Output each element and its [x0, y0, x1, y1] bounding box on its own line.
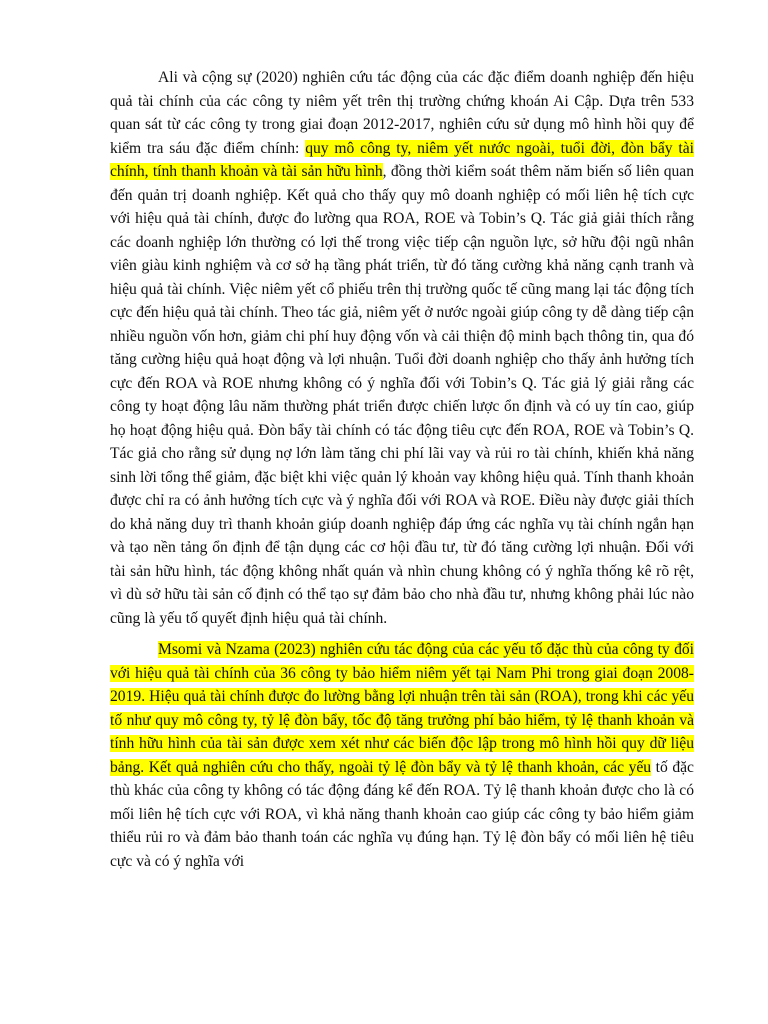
paragraph-2-text-end: tố đặc thù khác của công ty không có tác động đáng kể đến ROA. Tỷ lệ thanh khoản được cho là có mối liên hệ tích cực với ROA, vì khả năng thanh khoản cao giúp các công ty bảo hiểm giảm thiểu rủi ro và đảm bảo thanh toán các nghĩa vụ đúng hạn. Tỷ lệ đòn bẩy có mối liên hệ tiêu cực và có ý nghĩa với: [110, 758, 694, 870]
paragraph-2-highlight: Msomi và Nzama (2023) nghiên cứu tác động của các yếu tố đặc thù của công ty đối với hiệu quả tài chính của 36 công ty bảo hiểm niêm yết tại Nam Phi trong giai đoạn 2008-2019. Hiệu quả tài chính được đo lường bằng lợi nhuận trên tài sản (ROA), trong khi các yếu tố như quy mô công ty, tỷ lệ đòn bẩy, tốc độ tăng trưởng phí bảo hiểm, tỷ lệ thanh khoản và tính hữu hình của tài sản được xem xét như các biến độc lập trong mô hình hồi quy dữ liệu bảng. Kết quả nghiên cứu cho thấy, ngoài tỷ lệ đòn bẩy và tỷ lệ thanh khoản, các yếu: [110, 641, 694, 776]
paragraph-ali-2020: [110, 66, 694, 630]
document-page: [110, 66, 694, 873]
paragraph-1-text-start: Ali và cộng sự (2020) nghiên cứu tác động của các đặc điểm doanh nghiệp đến hiệu quả tài chính của các công ty niêm yết trên thị trường chứng khoán Ai Cập. Dựa trên 533 quan sát từ các công ty trong giai đoạn 2012-2017, nghiên cứu sử dụng mô hình hồi quy để kiểm tra sáu đặc điểm chính:: [110, 69, 694, 157]
paragraph-1-text-end: , đồng thời kiểm soát thêm năm biến số liên quan đến quản trị doanh nghiệp. Kết quả cho thấy quy mô doanh nghiệp có mối liên hệ tích cực với hiệu quả tài chính, được đo lường qua ROA, ROE và Tobin’s Q. Tác giả giải thích rằng các doanh nghiệp lớn thường có lợi thế trong việc tiếp cận nguồn lực, sở hữu đội ngũ nhân viên giàu kinh nghiệm và cơ sở hạ tầng phát triển, từ đó tăng cường khả năng cạnh tranh và hiệu quả tài chính. Việc niêm yết cổ phiếu trên thị trường quốc tế cũng mang lại tác động tích cực đến hiệu quả tài chính. Theo tác giả, niêm yết ở nước ngoài giúp công ty dễ dàng tiếp cận nhiều nguồn vốn hơn, giảm chi phí huy động vốn và cải thiện độ minh bạch thông tin, qua đó tăng cường hiệu quả hoạt động và lợi nhuận. Tuổi đời doanh nghiệp cho thấy ảnh hưởng tích cực đến ROA và ROE nhưng không có ý nghĩa đối với Tobin’s Q. Tác giả lý giải rằng các công ty hoạt động lâu năm thường phát triển được chiến lược ổn định và có uy tín cao, giúp họ hoạt động hiệu quả. Đòn bẩy tài chính có tác động tiêu cực đến ROA, ROE và Tobin’s Q. Tác giả cho rằng sử dụng nợ lớn làm tăng chi phí lãi vay và rủi ro tài chính, khiến khả năng sinh lời tổng thể giảm, đặc biệt khi việc quản lý khoản vay không hiệu quả. Tính thanh khoản được chỉ ra có ảnh hưởng tích cực và ý nghĩa đối với ROA và ROE. Điều này được giải thích do khả năng duy trì thanh khoản giúp doanh nghiệp đáp ứng các nghĩa vụ tài chính ngắn hạn và tạo nền tảng ổn định để tận dụng các cơ hội đầu tư, từ đó tăng cường lợi nhuận. Đối với tài sản hữu hình, tác động không nhất quán và nhìn chung không có ý nghĩa thống kê rõ rệt, vì dù sở hữu tài sản cố định có thể tạo sự đảm bảo cho nhà đầu tư, nhưng không phải lúc nào cũng là yếu tố quyết định hiệu quả tài chính.: [110, 163, 695, 627]
paragraph-1-highlight: quy mô công ty, niêm yết nước ngoài, tuổi đời, đòn bẩy tài chính, tính thanh khoản và tài sản hữu hình: [110, 139, 694, 180]
paragraph-msomi-nzama-2023: [110, 638, 694, 873]
